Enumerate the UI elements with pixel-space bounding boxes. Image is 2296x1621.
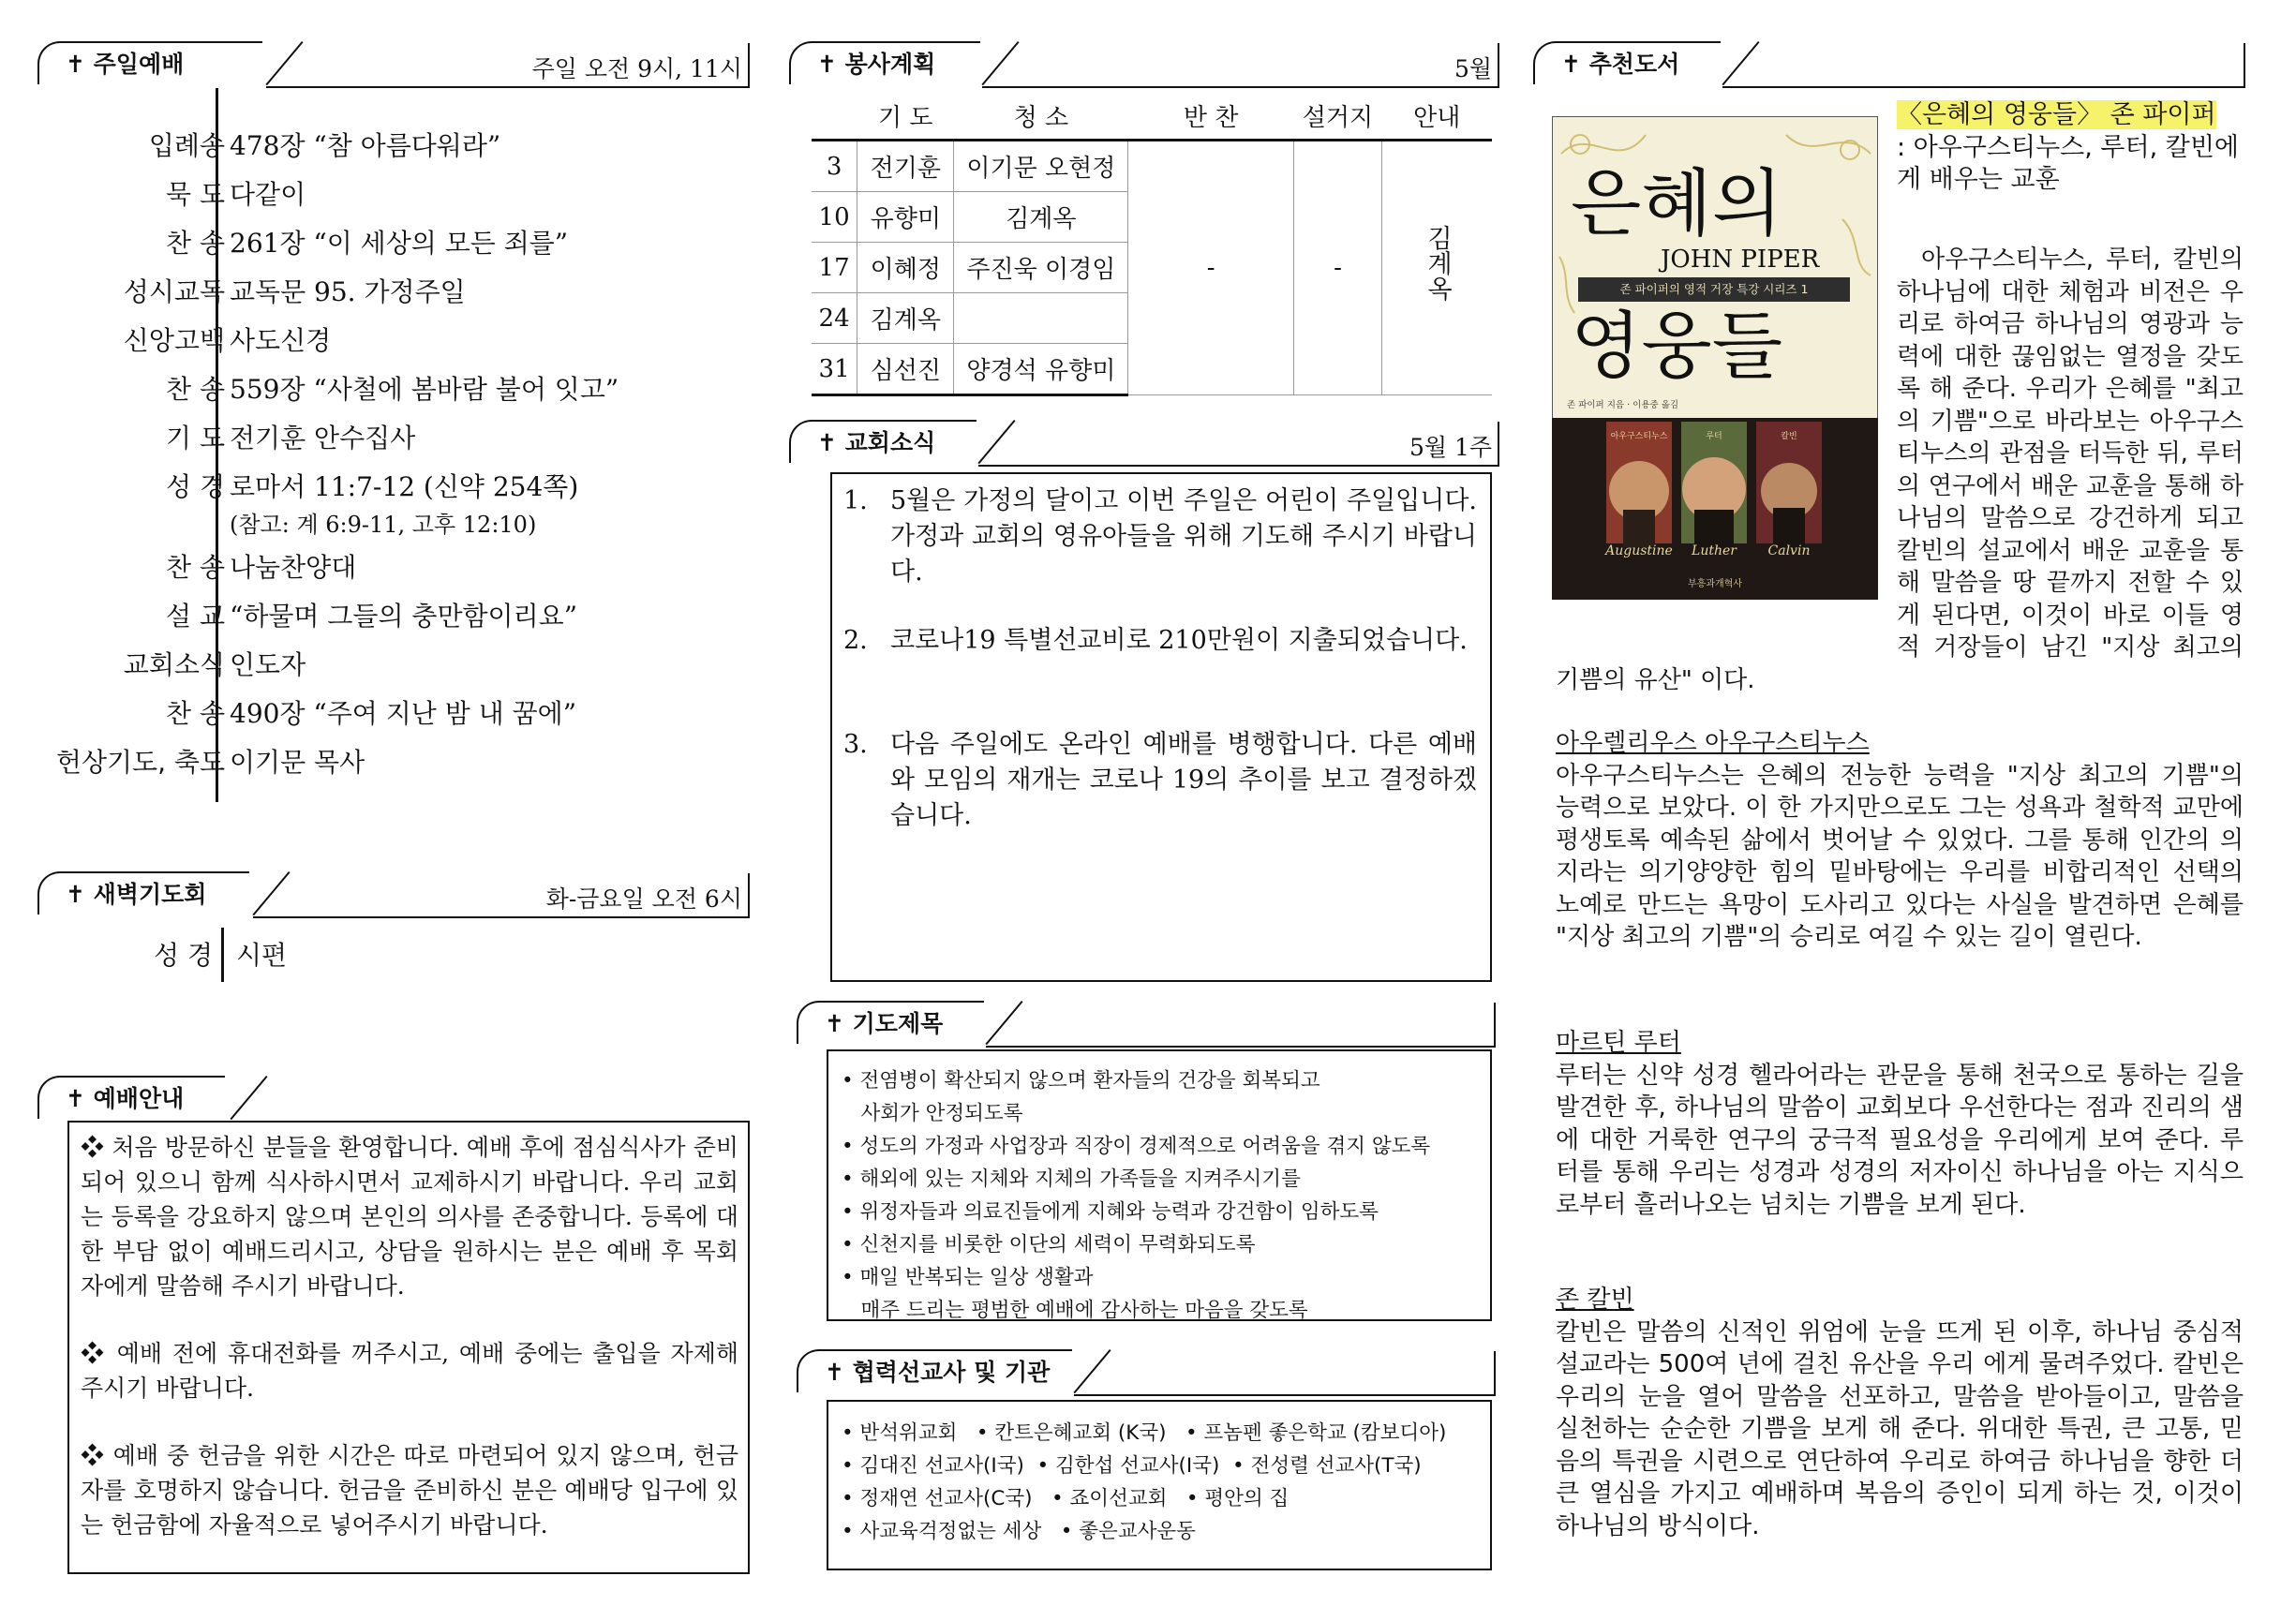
- service-month: 5월: [1454, 55, 1492, 82]
- section-text: 칼빈은 말씀의 신적인 위엄에 눈을 뜨게 된 이후, 하나님 중심적 설교라는 500여 년에 걸친 유산을 우리 에게 물려주었다. 칼빈은 우리의 눈을 열어 말씀을 선포하고, 말씀을 받아들이고, 말씀을 실천하는 순순한 기쁨을 보게 해 준다. 위대한 특권, 큰 고통, 믿음의 특권을 시련으로 연단하여 우리로 하여금 하나님을 향한 더 큰 열심을 가지고 예배하며 복음의 증인이 되게 하는 것, 이것이 하나님의 방식이다.: [1556, 1317, 2244, 1540]
- divider: [265, 41, 303, 85]
- order-label: 교회소식: [123, 649, 225, 680]
- cover-name: 아우구스티누스: [1610, 432, 1668, 441]
- dawn-title: ✝ 새벽기도회: [37, 871, 249, 915]
- books-title: ✝ 추천도서: [1533, 41, 1721, 84]
- dishes-cell: -: [1294, 141, 1382, 395]
- news-item: [832, 623, 1477, 659]
- section-text: 아우구스티누스는 은혜의 전능한 능력을 "지상 최고의 기쁨"의 능력으로 보았다. 이 한 가지만으로도 그는 성욕과 철학적 교만에 평생토록 예속된 삶에서 벗어날 수 있었다. 그를 통해 인간의 의지라는 의기양양한 힘의 밑바탕에는 우리를 비합리적인 선택의 노예로 만드는 욕망이 도사리고 있다는 사실을 발견하면 은혜를 "지상 최고의 기쁨"의 승리로 여길 수 있는 길이 열린다.: [1556, 761, 2244, 951]
- prayer-item: • 신천지를 비롯한 이단의 세력이 무력화되도록: [842, 1233, 1256, 1257]
- news-text: 코로나19 특별선교비로 210만원이 지출되었습니다.: [890, 626, 1468, 655]
- prayer-cell: 김계옥: [857, 293, 954, 344]
- order-value: “하물며 그들의 충만함이리요”: [230, 601, 578, 632]
- divider: [977, 420, 1015, 464]
- column-header: 청 소: [954, 92, 1128, 141]
- news-text: 5월은 가정의 달이고 이번 주일은 어린이 주일입니다. 가정과 교회의 영유아들을 위해 기도해 주시기 바랍니다.: [890, 486, 1477, 587]
- order-value: 261장 “이 세상의 모든 죄를”: [230, 228, 569, 259]
- order-label: 묵 도: [166, 179, 225, 210]
- prayer-cell: 유향미: [857, 192, 954, 243]
- clean-cell: 이기문 오현정: [954, 141, 1128, 192]
- order-label: 찬 송: [166, 374, 225, 405]
- divider: [978, 465, 1499, 467]
- clean-cell: 주진욱 이경임: [954, 243, 1128, 293]
- order-value: 인도자: [230, 649, 306, 680]
- missions-header: [797, 1349, 1496, 1396]
- book-heading: [1897, 99, 2253, 197]
- divider: [981, 41, 1019, 85]
- prayer-item: • 매일 반복되는 일상 생활과: [842, 1266, 1094, 1289]
- order-value: 교독문 95. 가정주일: [230, 276, 466, 307]
- day-cell: 24: [812, 293, 857, 344]
- section-heading: 존 칼빈: [1556, 1286, 1634, 1314]
- news-item: [832, 727, 1477, 834]
- guide-name: 김계옥: [1422, 225, 1452, 301]
- cover-title-bottom: 영웅들: [1571, 305, 1783, 389]
- prayer-header: [797, 1001, 1496, 1048]
- order-value: 로마서 11:7-12 (신약 254쪽): [230, 471, 579, 502]
- divider: [982, 86, 1499, 88]
- book-subtitle: : 아우구스티누스, 루터, 칼빈에게 배우는 교훈: [1897, 132, 2239, 194]
- book-intro: [1556, 244, 2244, 696]
- news-number: 2.: [843, 626, 868, 655]
- column-header: 기 도: [857, 92, 954, 141]
- order-value: 490장 “주여 지난 밤 내 꿈에”: [230, 698, 577, 729]
- day-cell: 17: [812, 243, 857, 293]
- column-header: [812, 92, 857, 141]
- order-value: 478장 “참 아름다워라”: [230, 130, 501, 161]
- guide-paragraph: ❖ 예배 중 헌금을 위한 시간은 따로 마련되어 있지 않으며, 헌금자를 호명하지 않습니다. 헌금을 준비하신 분은 예배당 입구에 있는 헌금함에 자율적으로 넣어주시기 바랍니다.: [81, 1442, 738, 1539]
- table-row: [812, 141, 1492, 192]
- prayer-item: • 해외에 있는 지체와 지체의 가족들을 지켜주시기를: [842, 1167, 1301, 1191]
- day-cell: 31: [812, 344, 857, 395]
- banchan-cell: -: [1128, 141, 1294, 395]
- worship-title: ✝ 주일예배: [37, 41, 262, 84]
- divider: [748, 873, 750, 918]
- book-intro-text: 아우구스티누스, 루터, 칼빈의 하나님에 대한 체험과 비전은 우리로 하여금 하나님의 영광과 능력에 대한 끊임없는 열정을 갖도록 해 준다. 우리가 은혜를 "최고의 기쁨"으로 바라보는 아우구스티누스의 관점을 터득한 뒤, 루터의 연구에서 배운 교훈을 통해 하나님의 말씀으로 강건하게 되고 칼빈의 설교에서 배운 교훈을 통해 말씀을 땅 끝까지 전할 수 있게 된다면, 이것이 바로 이들 영적 거장들이 남긴 "지상 최고의 기쁨의 유산" 이다.: [1556, 245, 2244, 694]
- book-section: [1556, 727, 2244, 954]
- divider: [230, 1076, 267, 1120]
- guide-paragraph: ❖ 예배 전에 휴대전화를 꺼주시고, 예배 중에는 출입을 자제해 주시기 바랍니다.: [81, 1340, 738, 1402]
- news-item: [832, 483, 1477, 590]
- divider: [1073, 1349, 1111, 1393]
- divider: [1722, 86, 2245, 88]
- divider: [1494, 1003, 1496, 1048]
- missions-title: ✝ 협력선교사 및 기관: [797, 1349, 1072, 1392]
- column-header: 안내: [1381, 92, 1492, 141]
- clean-cell: [954, 293, 1128, 344]
- divider: [1494, 1351, 1496, 1396]
- prayer-item: 매주 드리는 평범한 예배에 감사하는 마음을 갖도록: [842, 1299, 1308, 1322]
- order-label: 성시교독: [123, 276, 225, 307]
- cover-name-en: Augustine: [1605, 543, 1673, 558]
- order-label: 설 교: [166, 601, 225, 632]
- section-heading: 아우렐리우스 아우구스티누스: [1556, 729, 1870, 757]
- mission-line: • 반석위교회 • 칸트은혜교회 (K국) • 프놈펜 좋은학교 (캄보디아): [842, 1421, 1447, 1445]
- order-label: 헌상기도, 축도: [55, 747, 225, 778]
- worship-header: [37, 41, 750, 88]
- section-text: 루터는 신약 성경 헬라어라는 관문을 통해 천국으로 통하는 길을 발견한 후, 하나님의 말씀이 교회보다 우선한다는 점과 진리의 샘에 대한 거룩한 연구의 궁극적 필요성을 우리에게 보여 준다. 루터를 통해 우리는 성경과 성경의 저자이신 하나님을 아는 지식으로부터 흘러나오는 넘치는 기쁨을 보게 된다.: [1556, 1061, 2244, 1219]
- book-section: [1556, 1027, 2244, 1221]
- cover-name: 루터: [1706, 432, 1722, 441]
- divider: [221, 928, 224, 982]
- news-number: 1.: [843, 486, 868, 515]
- guide-cell: [1381, 141, 1492, 395]
- mission-line: • 김대진 선교사(I국) • 김한섭 선교사(I국) • 전성렬 선교사(T국): [842, 1454, 1422, 1478]
- day-cell: 3: [812, 141, 857, 192]
- prayer-cell: 이혜정: [857, 243, 954, 293]
- news-number: 3.: [843, 730, 868, 759]
- order-value: 다같이: [230, 179, 306, 210]
- news-box: [830, 472, 1492, 982]
- order-value: 나눔찬양대: [230, 552, 357, 583]
- prayer-box: [827, 1049, 1492, 1321]
- divider: [1722, 41, 1759, 85]
- prayer-item: • 성도의 가정과 사업장과 직장이 경제적으로 어려움을 겪지 않도록: [842, 1135, 1431, 1158]
- cover-name-en: Luther: [1692, 543, 1737, 558]
- mission-line: • 정재연 선교사(C국) • 죠이선교회 • 평안의 집: [842, 1487, 1290, 1510]
- missions-box: [827, 1400, 1492, 1570]
- divider: [986, 1046, 1496, 1048]
- clean-cell: 양경석 유향미: [954, 344, 1128, 395]
- book-title: 〈은혜의 영웅들〉 존 파이퍼: [1897, 100, 2216, 129]
- order-label: 찬 송: [166, 228, 225, 259]
- dawn-value: 시편: [236, 940, 288, 971]
- divider: [253, 916, 750, 918]
- cover-float: [1556, 244, 1897, 633]
- news-week: 5월 1주: [1409, 434, 1492, 461]
- order-label: 입례송: [148, 130, 225, 161]
- service-table: [812, 92, 1492, 396]
- divider: [1498, 422, 1499, 467]
- divider: [266, 86, 750, 88]
- divider: [252, 871, 290, 915]
- order-label: 기 도: [166, 423, 225, 454]
- order-label: 찬 송: [166, 552, 225, 583]
- clean-cell: 김계옥: [954, 192, 1128, 243]
- cover-series: 존 파이퍼의 영적 거장 특강 시리즈 1: [1578, 277, 1850, 302]
- order-value: 559장 “사철에 봄바람 불어 잇고”: [230, 374, 619, 405]
- dawn-label: 성 경: [154, 940, 213, 971]
- dawn-time: 화-금요일 오전 6시: [545, 885, 742, 913]
- guide-title: ✝ 예배안내: [37, 1076, 225, 1119]
- divider: [2244, 43, 2245, 88]
- cover-name-en: Calvin: [1767, 543, 1811, 558]
- prayer-item: • 전염병이 확산되지 않으며 환자들의 건강을 회복되고: [842, 1069, 1320, 1093]
- news-text: 다음 주일에도 온라인 예배를 병행합니다. 다른 예배와 모임의 재개는 코로나 19의 추이를 보고 결정하겠습니다.: [890, 730, 1477, 830]
- prayer-cell: 전기훈: [857, 141, 954, 192]
- news-title: ✝ 교회소식: [789, 420, 977, 463]
- cover-author: JOHN PIPER: [1661, 245, 1820, 274]
- order-label: 신앙고백: [123, 325, 225, 356]
- worship-time: 주일 오전 9시, 11시: [531, 55, 742, 82]
- guide-paragraph: ❖ 처음 방문하신 분들을 환영합니다. 예배 후에 점심식사가 준비되어 있으니 함께 식사하시면서 교제하시기 바랍니다. 우리 교회는 등록을 강요하지 않으며 본인의 의사를 존중합니다. 등록에 대한 부담 없이 예배드리시고, 상담을 원하시는 분은 예배 후 목회자에게 말씀해 주시기 바랍니다.: [81, 1134, 738, 1300]
- day-cell: 10: [812, 192, 857, 243]
- cover-credits: 존 파이퍼 지음 · 이용중 옮김: [1567, 400, 1679, 410]
- order-label: 성 경: [166, 471, 225, 502]
- service-title: ✝ 봉사계획: [789, 41, 980, 84]
- news-header: [789, 420, 1499, 467]
- prayer-title: ✝ 기도제목: [797, 1001, 984, 1044]
- prayer-cell: 심선진: [857, 344, 954, 395]
- guide-header: [37, 1076, 750, 1123]
- cover-publisher: 부흥과개혁사: [1688, 579, 1742, 589]
- guide-box: [67, 1121, 750, 1574]
- column-header: 반 찬: [1128, 92, 1294, 141]
- books-header: [1533, 41, 2245, 88]
- column-header: 설거지: [1294, 92, 1382, 141]
- order-note: (참고: 계 6:9-11, 고후 12:10): [230, 512, 537, 538]
- book-section: [1556, 1284, 2244, 1542]
- divider: [1498, 43, 1499, 88]
- dawn-header: [37, 871, 750, 918]
- divider: [748, 43, 750, 88]
- mission-line: • 사교육걱정없는 세상 • 좋은교사운동: [842, 1520, 1196, 1543]
- divider: [985, 1001, 1022, 1045]
- prayer-item: 사회가 안정되도록: [842, 1102, 1023, 1125]
- cover-name: 칼빈: [1781, 432, 1797, 441]
- order-value: 전기훈 안수집사: [230, 423, 416, 454]
- service-header: [789, 41, 1499, 88]
- divider: [1074, 1394, 1496, 1396]
- prayer-item: • 위정자들과 의료진들에게 지혜와 능력과 강건함이 임하도록: [842, 1200, 1379, 1224]
- section-heading: 마르틴 루터: [1556, 1029, 1681, 1057]
- table-header-row: [812, 92, 1492, 141]
- order-value: 이기문 목사: [230, 747, 365, 778]
- order-label: 찬 송: [166, 698, 225, 729]
- order-value: 사도신경: [230, 325, 332, 356]
- cover-title-top: 은혜의: [1571, 162, 1783, 246]
